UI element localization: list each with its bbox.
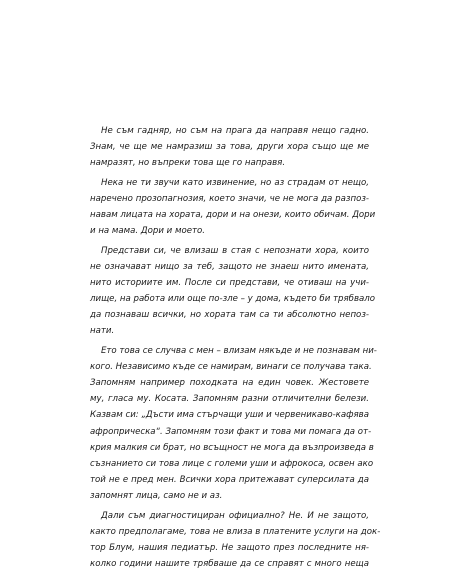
text-line: Представи си, че влизаш в стая с непознати хора, които [101, 245, 369, 256]
text-line: да познаваш всички, но хората там са ти абсолютно непоз- [90, 310, 369, 321]
paragraph-4 [90, 343, 377, 505]
text-line: нито историите им. После си представи, че отиваш на учи- [90, 277, 369, 288]
text-line: лище, на работа или още по-зле – у дома, където би трябвало [90, 294, 376, 305]
paragraph-2 [90, 175, 376, 240]
text-line: Дали съм диагностициран официално? Не. И не защото, [101, 510, 369, 521]
text-line: нати. [90, 326, 115, 337]
text-line: Нека не ти звучи като извинение, но аз страдам от нещо, [101, 177, 369, 188]
text-line: Знам, че ще ме намразиш за това, други хора също ще ме [90, 142, 369, 153]
text-line: намразят, но въпреки това ще го направя. [90, 158, 286, 169]
body-text [90, 123, 381, 576]
paragraph-1 [90, 123, 369, 172]
text-line: и на мама. Дори и моето. [90, 226, 205, 237]
text-line: му, гласа му. Косата. Запомням разни отличителни белези. [90, 394, 369, 405]
paragraph-5 [90, 508, 381, 573]
text-line: афроприческа“. Запомням този факт и това ми помага да от- [90, 426, 372, 437]
text-line: наречено прозопагнозия, което значи, че не мога да разпоз- [90, 193, 369, 204]
text-line: тор Блум, нашия педиатър. Не защото през последните ня- [90, 543, 369, 554]
text-line: колко години нашите трябваше да се справят с много неща [90, 559, 369, 570]
text-line: Казвам си: „Дъсти има стърчащи уши и червеникаво-кафява [90, 410, 369, 421]
text-line: Запомням например походката на един човек. Жестовете [90, 378, 369, 389]
text-line: той не е пред мен. Всички хора притежават суперсилата да [90, 475, 369, 486]
text-line: както предполагаме, това не влиза в платените услуги на док- [90, 526, 381, 537]
paragraph-3 [90, 243, 376, 340]
text-line: не означават нищо за теб, защото не знаеш нито имената, [90, 261, 369, 272]
text-line: съзнанието си това лице с големи уши и афрокоса, освен ако [90, 459, 374, 470]
text-line: навам лицата на хората, дори и на онези, които обичам. Дори [90, 210, 376, 221]
text-line: Ето това се случва с мен – влизам някъде и не познавам ни- [101, 345, 377, 356]
text-line: кого. Независимо къде се намирам, винаги се получава така. [90, 361, 372, 372]
text-line: запомнят лица, само не и аз. [90, 491, 223, 502]
text-line: крия малкия си брат, но всъщност не мога да възпроизведа в [90, 442, 374, 453]
text-line: Не съм гадняр, но съм на прага да направя нещо гадно. [101, 126, 369, 136]
